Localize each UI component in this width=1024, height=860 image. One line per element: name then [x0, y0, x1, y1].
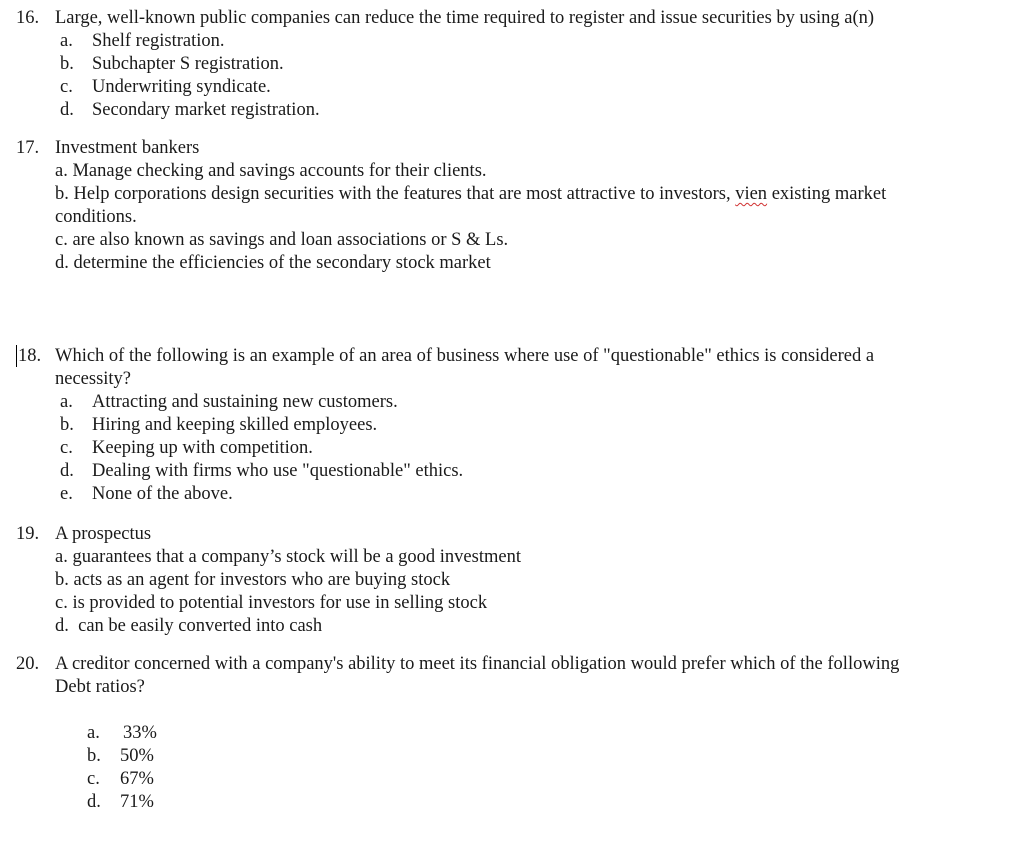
question-number: 19. — [16, 524, 40, 544]
option-letter: b. — [60, 415, 74, 435]
question-19-option-c — [55, 592, 487, 615]
question-19-option-d — [55, 615, 322, 638]
option-text: 50% — [120, 746, 154, 766]
question-number: 17. — [16, 138, 40, 158]
option-letter: e. — [60, 484, 73, 504]
option-letter: b. — [87, 746, 101, 766]
option-text: Keeping up with competition. — [92, 438, 313, 458]
question-stem-continuation: necessity? — [55, 369, 132, 389]
question-stem: Large, well-known public companies can reduce the time required to register and issue securities by using a(n) — [55, 8, 875, 28]
option-letter: c. — [60, 438, 73, 458]
option-letter: b. — [60, 54, 74, 74]
option-text: a. Manage checking and savings accounts for their clients. — [55, 161, 487, 181]
option-text: Hiring and keeping skilled employees. — [92, 415, 378, 435]
option-text: Subchapter S registration. — [92, 54, 284, 74]
question-stem: A prospectus — [55, 524, 152, 544]
option-letter: a. — [60, 31, 73, 51]
question-number: 20. — [16, 654, 40, 674]
option-text: Secondary market registration. — [92, 100, 320, 120]
option-letter: a. — [87, 723, 100, 743]
option-text: 71% — [120, 792, 154, 812]
option-text-part: b. Help corporations design securities with the features that are most attractive to investors, — [55, 184, 736, 204]
option-text: Shelf registration. — [92, 31, 225, 51]
question-number: 16. — [16, 8, 40, 28]
question-stem-continuation: Debt ratios? — [55, 677, 145, 697]
question-stem: Investment bankers — [55, 138, 200, 158]
option-text: 33% — [123, 723, 157, 743]
option-letter: c. — [87, 769, 100, 789]
option-text-continuation: conditions. — [55, 207, 137, 227]
option-text: Underwriting syndicate. — [92, 77, 271, 97]
question-number: 18. — [18, 346, 42, 366]
option-letter: d. — [60, 100, 74, 120]
question-17-option-d — [55, 252, 491, 275]
question-stem: A creditor concerned with a company's ability to meet its financial obligation would prefer which of the following — [55, 654, 900, 674]
question-19-option-a — [55, 546, 521, 569]
option-text: a. guarantees that a company’s stock will be a good investment — [55, 547, 521, 567]
option-text: 67% — [120, 769, 154, 789]
question-17-option-a — [55, 160, 487, 183]
option-letter: c. — [60, 77, 73, 97]
question-20-stem-continuation — [55, 676, 145, 699]
option-text: None of the above. — [92, 484, 233, 504]
option-text: Attracting and sustaining new customers. — [92, 392, 398, 412]
question-18-stem-continuation — [55, 368, 131, 391]
option-letter: d. — [87, 792, 101, 812]
option-text: c. is provided to potential investors for use in selling stock — [55, 593, 488, 613]
question-17-option-b-continuation — [55, 206, 137, 229]
question-19-option-b — [55, 569, 450, 592]
option-letter: a. — [60, 392, 73, 412]
question-stem: Which of the following is an example of an area of business where use of "questionable" ethics is considered a — [55, 346, 875, 366]
option-text: c. are also known as savings and loan associations or S & Ls. — [55, 230, 509, 250]
option-text: b. acts as an agent for investors who are buying stock — [55, 570, 451, 590]
option-text-part: existing market — [767, 184, 887, 204]
text-cursor — [16, 345, 17, 367]
misspelled-word[interactable]: vien — [735, 184, 768, 204]
question-17-option-c — [55, 229, 508, 252]
option-text: d. determine the efficiencies of the secondary stock market — [55, 253, 491, 273]
question-17-option-b — [55, 183, 886, 206]
option-text: Dealing with firms who use "questionable" ethics. — [92, 461, 464, 481]
option-letter: d. — [60, 461, 74, 481]
option-text: d. can be easily converted into cash — [55, 616, 323, 636]
